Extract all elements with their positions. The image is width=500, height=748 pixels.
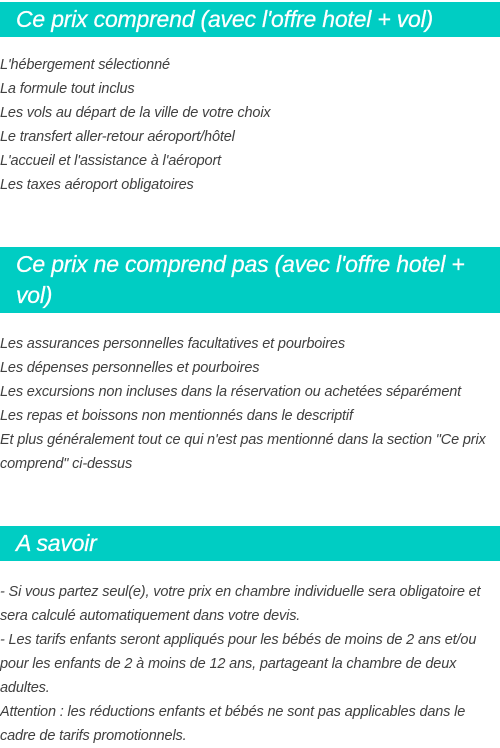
list-item: Le transfert aller-retour aéroport/hôtel [0,129,235,145]
list-item: Les dépenses personnelles et pourboires [0,360,260,376]
list-item: La formule tout inclus [0,81,135,97]
list-item: Les taxes aéroport obligatoires [0,177,194,193]
a-savoir-body [0,580,500,748]
section-not-included [0,247,500,472]
section-included [0,2,500,193]
list-item: Les assurances personnelles facultatives et pourboires [0,336,345,352]
info-paragraph: - Si vous partez seul(e), votre prix en chambre individuelle sera obligatoire et sera calculé automatiquement dans votre devis. [0,584,481,624]
list-item: Les repas et boissons non mentionnés dans le descriptif [0,408,353,424]
list-item: L'hébergement sélectionné [0,57,170,73]
list-item: Et plus généralement tout ce qui n'est pas mentionné dans la section "Ce prix comprend" ci-dessus [0,432,486,472]
section-title-not-included: Ce prix ne comprend pas (avec l'offre hotel + vol) [0,247,500,313]
info-paragraph: - Les tarifs enfants seront appliqués pour les bébés de moins de 2 ans et/ou pour les enfants de 2 à moins de 12 ans, partageant la chambre de deux adultes. [0,632,477,696]
section-title-included: Ce prix comprend (avec l'offre hotel + vol) [0,2,500,37]
section-a-savoir [0,526,500,744]
section-title-a-savoir: A savoir [0,526,500,561]
list-item: Les excursions non incluses dans la réservation ou achetées séparément [0,384,462,400]
list-item: L'accueil et l'assistance à l'aéroport [0,153,222,169]
not-included-list [0,332,500,476]
info-paragraph: Attention : les réductions enfants et bébés ne sont pas applicables dans le cadre de tarifs promotionnels. [0,704,466,744]
list-item: Les vols au départ de la ville de votre choix [0,105,271,121]
included-list [0,53,500,197]
